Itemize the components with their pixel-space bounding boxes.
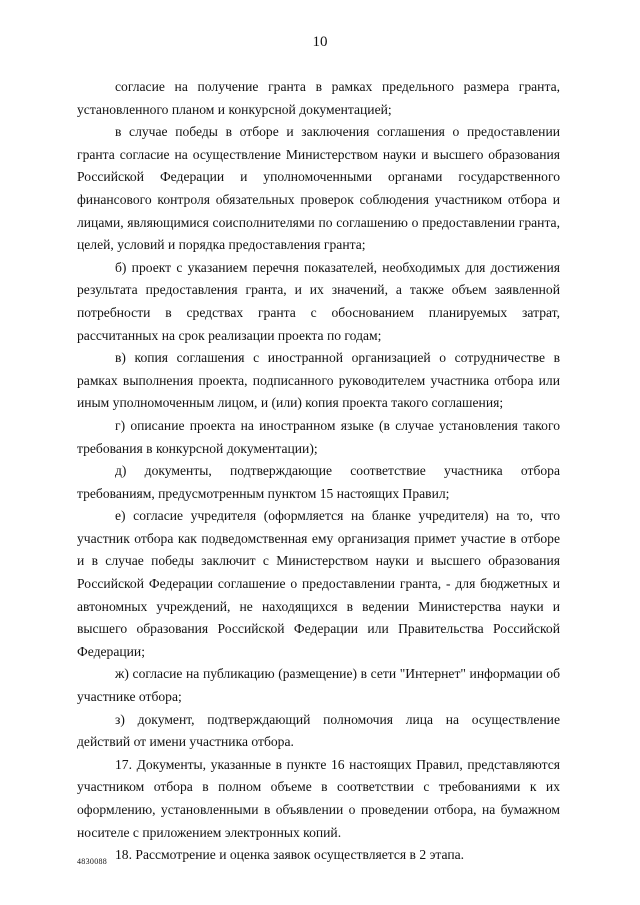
paragraph-item-z-authority-document: з) документ, подтверждающий полномочия лица на осуществление действий от имени участника отбора. <box>77 711 560 750</box>
paragraph-consent-grant: согласие на получение гранта в рамках предельного размера гранта, установленного планом и конкурсной документацией; <box>77 79 560 117</box>
paragraph-clause-18: 18. Рассмотрение и оценка заявок осуществляется в 2 этапа. <box>115 847 465 863</box>
paragraph-consent-inspections: в случае победы в отборе и заключения соглашения о предоставлении гранта согласие на осуществление Министерством науки и высшего образования Российской Федерации и уполномоченными органами государственного финансового контроля обязательных проверок соблюдения участником отбора и лицами, являющимися соисполнителями по соглашению о предоставлении гранта, целей, условий и порядка предоставления гранта; <box>77 124 560 253</box>
page-number: 10 <box>312 34 328 50</box>
paragraph-item-d-documents: д) документы, подтверждающие соответствие участника отбора требованиям, предусмотренным пунктом 15 настоящих Правил; <box>77 463 560 501</box>
document-id: 4830088 <box>77 857 108 866</box>
paragraph-item-zh-publication-consent: ж) согласие на публикацию (размещение) в сети "Интернет" информации об участнике отбора; <box>77 666 560 705</box>
paragraph-item-b-project: б) проект с указанием перечня показателей, необходимых для достижения результата предоставления гранта, и их значений, а также объем заявленной потребности в средствах гранта с обоснованием планируемых затрат, рассчитанных на срок реализации проекта по годам; <box>77 259 560 343</box>
paragraph-item-e-founder-consent: е) согласие учредителя (оформляется на бланке учредителя) на то, что участник отбора как подведомственная ему организация примет участие в отборе и в случае победы заключит с Министерством науки и высшего образования Российской Федерации соглашение о предоставлении гранта, - для бюджетных и автономных учреждений, не находящихся в ведении Министерства науки и высшего образования Российской Федерации или Правительства Российской Федерации; <box>77 508 560 659</box>
paragraph-clause-17: 17. Документы, указанные в пункте 16 настоящих Правил, представляются участником отбора в полном объеме в соответствии с требованиями к их оформлению, установленными в объявлении о проведении отбора, на бумажном носителе с приложением электронных копий. <box>77 756 560 840</box>
paragraph-item-v-agreement-copy: в) копия соглашения с иностранной организацией о сотрудничестве в рамках выполнения проекта, подписанного руководителем участника отбора или иным уполномоченным лицом, и (или) копия проекта такого соглашения; <box>77 350 560 411</box>
document-body <box>77 76 560 867</box>
paragraph-item-g-description: г) описание проекта на иностранном языке (в случае установления такого требования в конкурсной документации); <box>77 417 560 456</box>
